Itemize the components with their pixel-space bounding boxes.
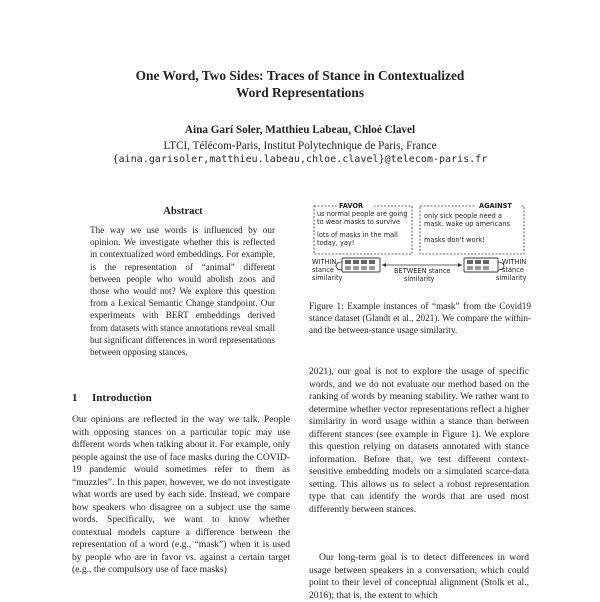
within-right-stance: stance — [502, 266, 524, 274]
against-label: AGAINST — [479, 202, 512, 210]
within-right-similarity: similarity — [496, 274, 527, 282]
between-label: BETWEEN stance — [394, 267, 451, 275]
abstract-text: The way we use words is influenced by our opinion. We investigate whether this is reflected in contextualized word embeddings. For example, is the representation of “animal” different between people who would abolish zoos and those who would not? We explore this question from a Lexical Semantic Change standpoint. Our experiments with BERT embeddings derived from datasets with stance annotations reveal small but significant differences in word representations between opposing stances. — [90, 225, 275, 358]
author-list: Aina Garí Soler, Matthieu Labeau, Chloé Clavel — [184, 124, 416, 136]
section-heading-introduction — [72, 392, 152, 404]
section-number: 1 — [72, 392, 78, 404]
favor-label: FAVOR — [339, 202, 364, 210]
favor-line-4: today, yay! — [317, 239, 355, 247]
within-left-arrow — [336, 262, 342, 270]
favor-line-3: lots of masks in the mall — [317, 231, 398, 239]
within-left-label: WITHIN — [312, 258, 337, 266]
against-line-1: only sick people need a — [424, 212, 502, 220]
affiliation: LTCI, Télécom-Paris, Institut Polytechnique de Paris, France — [163, 140, 437, 152]
against-line-3: masks don't work! — [424, 236, 485, 244]
figure-caption: Figure 1: Example instances of “mask” from the Covid19 stance dataset (Glandt et al., 2021). We compare the within- and the between-stance usage similarity. — [309, 301, 531, 335]
favor-line-1: us normal people are going — [317, 210, 408, 218]
against-line-2: mask. wake up americans — [424, 220, 510, 228]
introduction-right-column-paragraph-2: Our long-term goal is to detect differences in word usage between speakers in a conversation, which could point to their level of conceptual alignment (Stolk et al., 2016); that is, the extent to which — [309, 552, 529, 601]
abstract-heading: Abstract — [163, 206, 203, 217]
between-similarity: similarity — [404, 275, 435, 283]
paper-title — [60, 67, 540, 101]
within-right-label: WITHIN — [502, 258, 527, 266]
introduction-right-column: 2021), our goal is not to explore the usage of specific words, and we do not evaluate our method based on the ranking of words by meaning stability. We rather want to determine whether vector representations reflect a higher similarity in word usage within a stance than between different stances (see example in Figure 1). We explore this question relying on datasets annotated with stance information. Before that, we test different context-sensitive embedding models on a simulated scarce-data setting. This allows us to select a robust representation type that can identify the words that are used most differently between stances. — [309, 366, 529, 515]
title-line-2: Word Representations — [235, 85, 365, 100]
within-left-stance: stance — [312, 266, 334, 274]
section-title: Introduction — [92, 392, 152, 404]
favor-embedding-icon — [342, 258, 380, 272]
title-line-1: One Word, Two Sides: Traces of Stance in Contextualized — [135, 68, 465, 83]
email-addresses: {aina.garisoler,matthieu.labeau,chloe.clavel}@telecom-paris.fr — [112, 154, 488, 165]
within-left-similarity: similarity — [312, 274, 343, 282]
introduction-left-column: Our opinions are reflected in the way we talk. People with opposing stances on a particular topic may use different words when talking about it. For example, only people against the use of face masks during the COVID-19 pandemic would sometimes refer to them as “muzzles”. In this paper, however, we do not investigate what words are used by each side. Instead, we compare how speakers who disagree on a subject use the same words. Specifically, we want to know whether contextual models capture a difference between the representation of a word (e.g., “mask”) when it is used by people who are in favor vs. against a certain target (e.g., the compulsory use of face masks) — [72, 414, 290, 575]
against-embedding-icon — [464, 258, 498, 272]
figure-1 — [306, 200, 534, 290]
favor-line-2: to wear masks to survive — [317, 218, 400, 226]
